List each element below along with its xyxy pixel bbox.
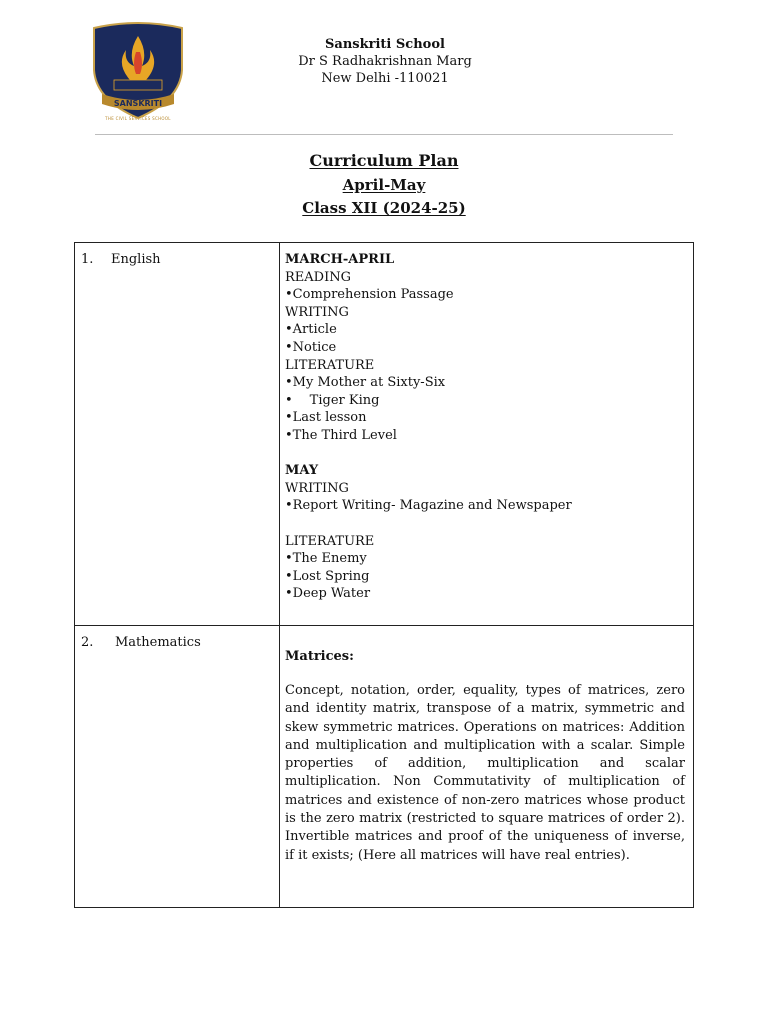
part-label: WRITING [285,304,349,320]
page-title: Curriculum Plan [309,151,459,170]
table-row [75,626,694,908]
header-divider [95,134,673,135]
part-label: READING [285,269,351,285]
list-item: • Article [285,321,687,339]
part-label: LITERATURE [285,357,375,373]
address-line-1: Dr S Radhakrishnan Marg [298,54,472,69]
section-heading: MAY [285,463,319,479]
list-item: • Deep Water [285,585,687,603]
list-item-text: Tiger King [309,392,380,408]
subject-number: 2. [81,635,94,650]
subject-number: 1. [81,252,94,267]
subject-cell [75,626,280,908]
curriculum-table [74,242,694,908]
part-label: LITERATURE [285,533,375,549]
subject-cell [75,243,280,626]
subject-name: Mathematics [115,635,201,650]
subject-name: English [111,252,161,267]
table-row [75,243,694,626]
list-item: • Report Writing- Magazine and Newspaper [285,497,687,515]
bullet-icon: • [285,392,293,408]
class-title: Class XII (2024-25) [302,199,466,217]
address-line-2: New Delhi -110021 [321,71,449,86]
section-heading: MARCH-APRIL [285,252,395,267]
list-item: • The Enemy [285,550,687,568]
part-label: WRITING [285,480,349,496]
syllabus-cell [280,243,694,626]
school-logo [90,22,186,122]
topic-heading: Matrices: [285,649,354,664]
list-item: • Notice [285,339,687,357]
logo-motto: THE CIVIL SERVICES SCHOOL [105,116,171,121]
period-title: April-May [342,176,426,194]
list-item: • Comprehension Passage [285,286,687,304]
school-address-block [280,36,490,87]
list-item: • My Mother at Sixty-Six [285,374,687,392]
document-titles [0,150,768,220]
list-item: • The Third Level [285,427,687,445]
list-item: • Lost Spring [285,568,687,586]
logo-text: SANSKRITI [113,99,163,108]
syllabus-cell [280,626,694,908]
list-item: • Last lesson [285,409,687,427]
school-name: Sanskriti School [325,37,445,52]
shield-emblem-icon [90,22,186,122]
topic-description: Concept, notation, order, equality, types of matrices, zero and identity matrix, transpose of a matrix, symmetric and skew symmetric matrices. Operations on matrices: Addition and multiplication and multiplication with a scalar. Simple properties of addition, multiplication and scalar multiplication. Non Commutativity of multiplication of matrices and existence of non-zero matrices whose product is the zero matrix (restricted to square matrices of order 2). Invertible matrices and proof of the uniqueness of inverse, if it exists; (Here all matrices will have real entries). [285,683,685,863]
list-item-indented [285,392,687,410]
